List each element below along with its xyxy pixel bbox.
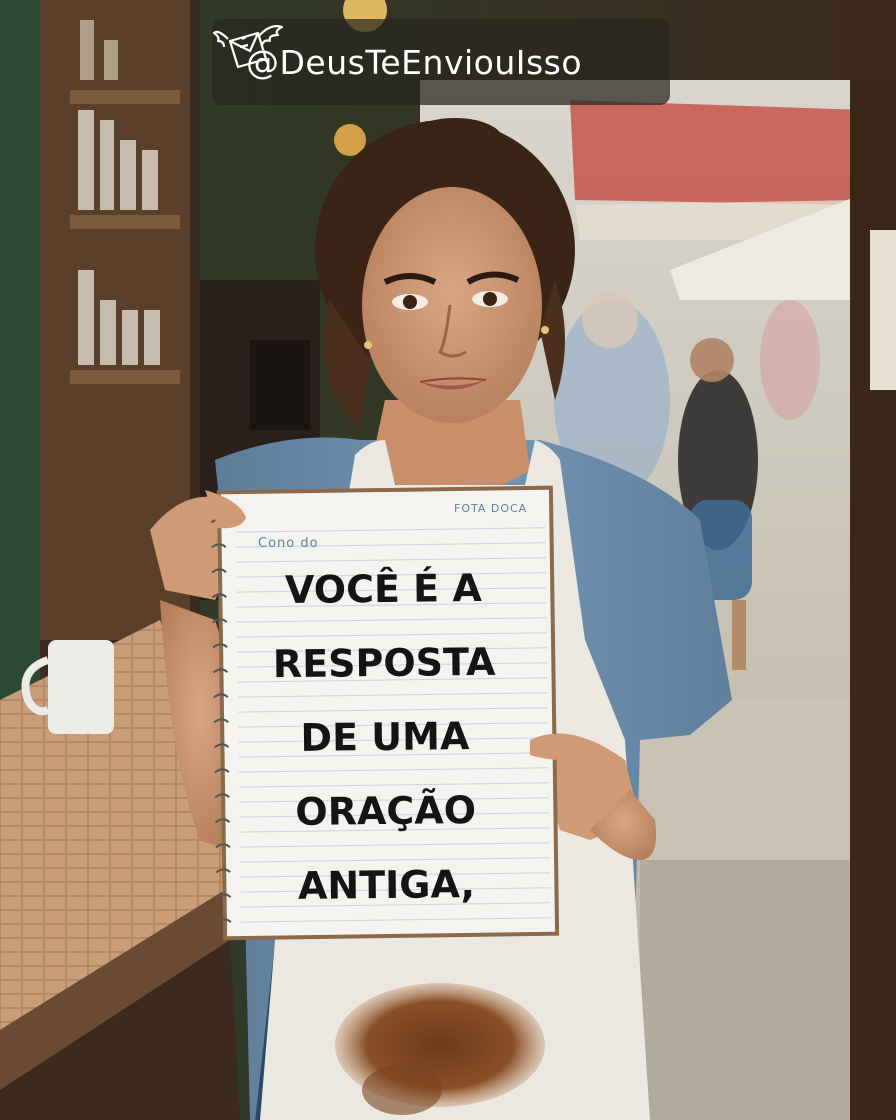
sign-line-1: VOCÊ É A: [284, 565, 482, 613]
watermark-handle: @DeusTeEnviouIsso: [246, 42, 583, 82]
sign-line-5: ANTIGA,: [297, 862, 476, 908]
watermark-badge: [212, 19, 670, 105]
sign-corner-scribble-top: FOTA DOCA: [454, 502, 528, 515]
sign-line-4: ORAÇÃO: [295, 788, 477, 834]
sign-line-3: DE UMA: [300, 714, 470, 760]
winged-envelope-icon: [212, 19, 286, 75]
sign-line-2: RESPOSTA: [272, 639, 496, 687]
sign-corner-scribble-left: Cono do: [258, 536, 319, 551]
